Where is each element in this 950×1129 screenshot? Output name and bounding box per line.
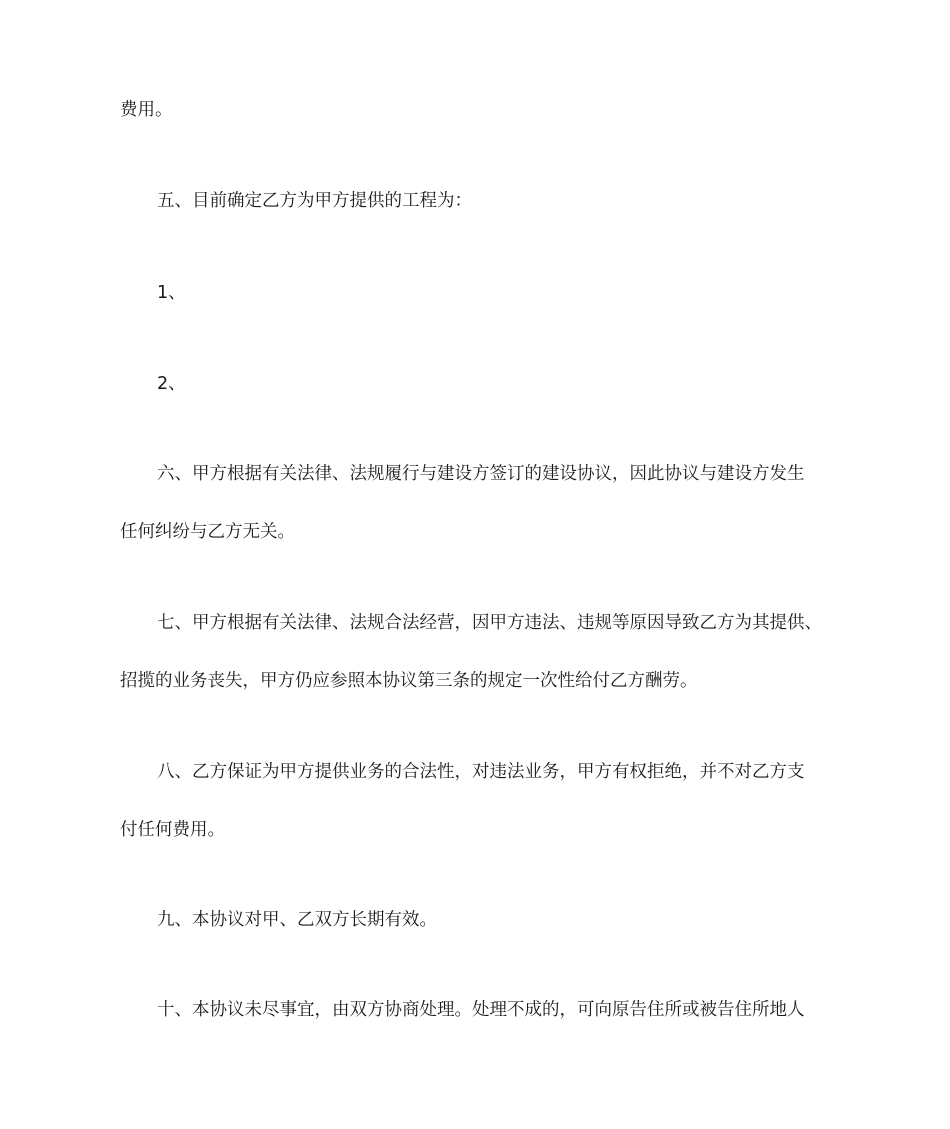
clause-8-line-2: 付任何费用。 [120, 820, 225, 840]
clause-10-line-1: 十、本协议未尽事宜，由双方协商处理。处理不成的，可向原告住所或被告住所地人 [157, 1000, 805, 1020]
clause-5-item-1: 1、 [157, 283, 186, 303]
clause-6-line-2: 任何纠纷与乙方无关。 [120, 522, 295, 542]
clause-7-line-1: 七、甲方根据有关法律、法规合法经营，因甲方违法、违规等原因导致乙方为其提供、 [157, 613, 822, 633]
clause-5-item-2: 2、 [157, 374, 186, 394]
clause-9: 九、本协议对甲、乙双方长期有效。 [157, 910, 437, 930]
clause-7-line-2: 招揽的业务丧失，甲方仍应参照本协议第三条的规定一次性给付乙方酬劳。 [120, 671, 698, 691]
text-line-continuation: 费用。 [120, 100, 173, 120]
clause-5: 五、目前确定乙方为甲方提供的工程为： [157, 191, 472, 211]
clause-8-line-1: 八、乙方保证为甲方提供业务的合法性，对违法业务，甲方有权拒绝，并不对乙方支 [157, 762, 805, 782]
clause-6-line-1: 六、甲方根据有关法律、法规履行与建设方签订的建设协议，因此协议与建设方发生 [157, 464, 805, 484]
